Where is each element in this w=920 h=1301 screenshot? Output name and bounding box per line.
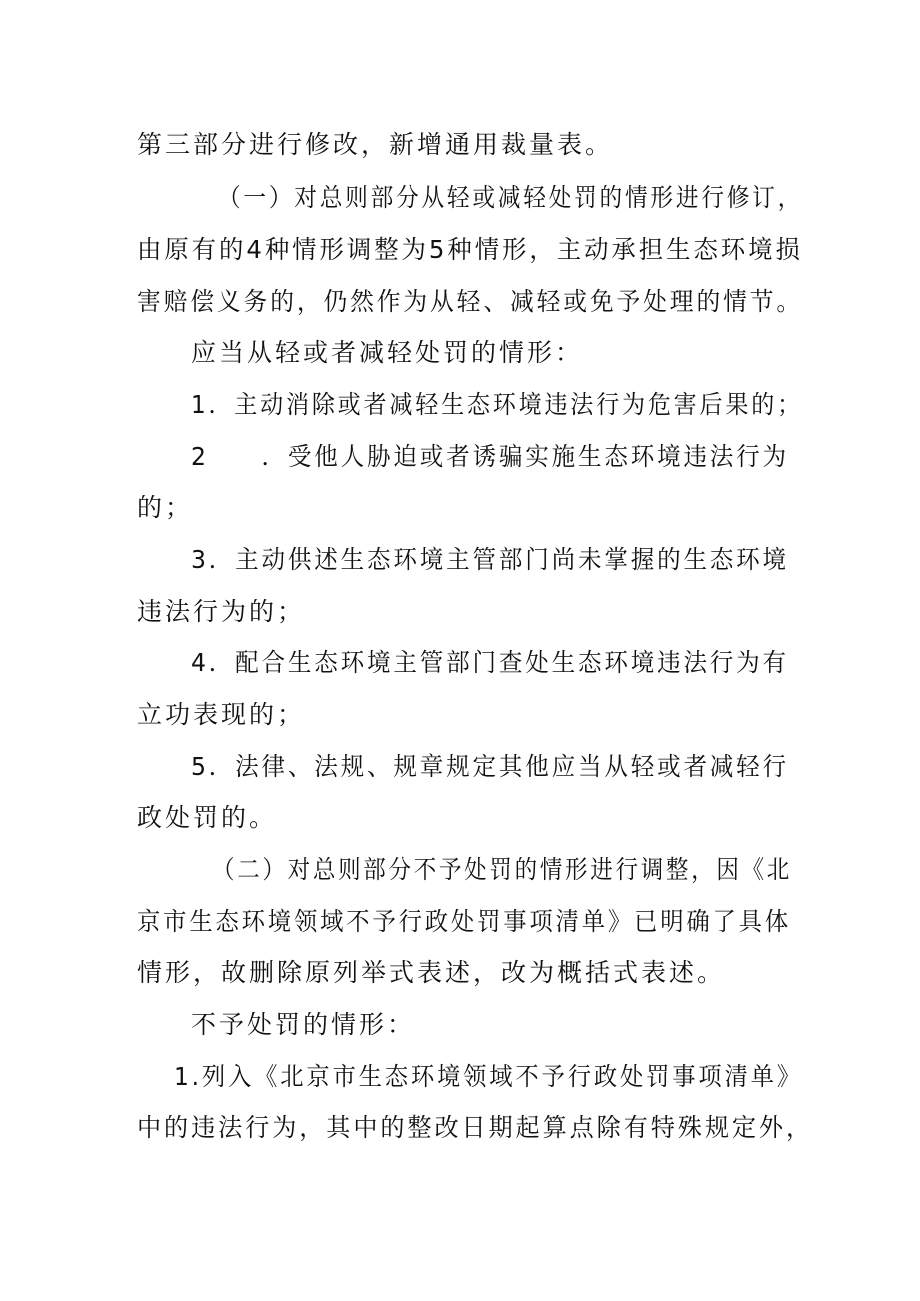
body-text-line: 第三部分进行修改，新增通用裁量表。 — [137, 130, 614, 159]
body-text-line: 情形，故删除原列举式表述，改为概括式表述。 — [137, 958, 726, 987]
list-item-5: 5．法律、法规、规章规定其他应当从轻或者减轻行 — [191, 752, 789, 781]
list-item-3: 3．主动供述生态环境主管部门尚未掌握的生态环境 — [191, 545, 789, 574]
list-item-2-continued: 的； — [137, 493, 194, 522]
list-item-4-continued: 立功表现的； — [137, 700, 306, 729]
section-heading-2: （二）对总则部分不予处罚的情形进行调整，因《北 — [212, 855, 793, 884]
body-text-line: 京市生态环境领域不予行政处罚事项清单》已明确了具体 — [137, 907, 792, 936]
list-item-1: 1.列入《北京市生态环境领域不予行政处罚事项清单》 — [174, 1062, 803, 1091]
body-text-line: 由原有的4种情形调整为5种情形，主动承担生态环境损 — [137, 235, 803, 264]
list-item-1: 1．主动消除或者减轻生态环境违法行为危害后果的； — [191, 390, 803, 419]
section-heading-1: （一）对总则部分从轻或减轻处罚的情形进行修订， — [218, 183, 804, 212]
list-item-4: 4．配合生态环境主管部门查处生态环境违法行为有 — [191, 648, 789, 677]
body-text-line: 害赔偿义务的，仍然作为从轻、减轻或免予处理的情节。 — [137, 287, 804, 316]
list-intro: 不予处罚的情形： — [191, 1010, 416, 1039]
list-intro: 应当从轻或者减轻处罚的情形： — [191, 338, 584, 367]
list-item-5-continued: 政处罚的。 — [137, 803, 278, 832]
body-text-line: 中的违法行为，其中的整改日期起算点除有特殊规定外， — [137, 1113, 814, 1142]
list-item-3-continued: 违法行为的； — [137, 597, 306, 626]
list-item-2: 2 ．受他人胁迫或者诱骗实施生态环境违法行为 — [191, 442, 789, 471]
